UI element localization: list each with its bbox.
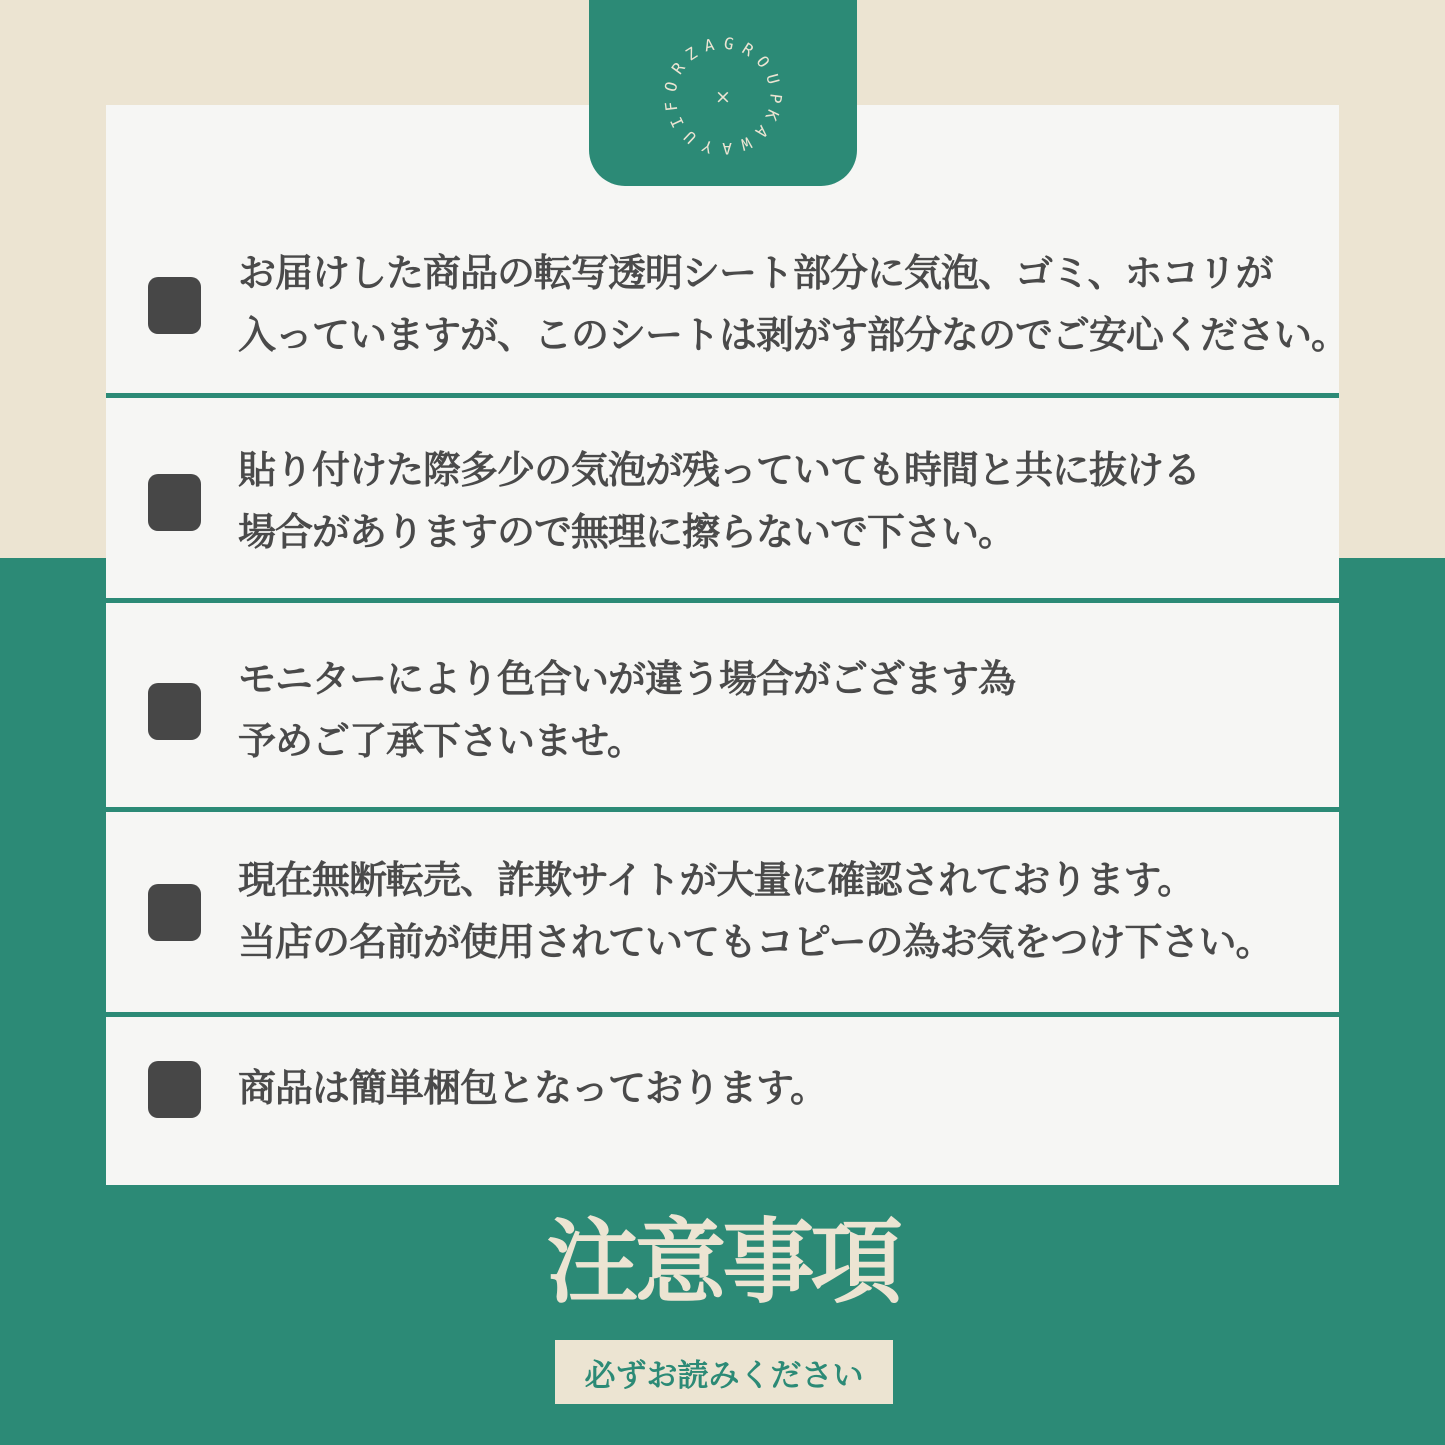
notice-line: 場合がありますので無理に擦らないで下さい。 <box>238 512 1016 554</box>
brand-circular-logo <box>589 0 857 186</box>
notice-line: モニターにより色合いが違う場合がござます為 <box>238 659 1016 701</box>
notice-line: 貼り付けた際多少の気泡が残っていても時間と共に抜ける <box>238 450 1201 492</box>
notice-line: お届けした商品の転写透明シート部分に気泡、ゴミ、ホコリが <box>238 253 1273 295</box>
square-bullet-icon <box>148 884 201 941</box>
notice-line: 商品は簡単梱包となっております。 <box>238 1068 827 1110</box>
brand-x-separator: × <box>715 86 731 108</box>
read-me-label-text: 必ずお読みください <box>584 1357 864 1393</box>
svg-text:KAWAYUI <box>663 107 783 159</box>
brand-name-top: FORZAGROUP <box>660 33 786 113</box>
notice-text <box>238 649 1015 773</box>
brand-name-bottom: KAWAYUI <box>663 106 783 159</box>
notice-line: 入っていますが、このシートは剥がす部分なのでご安心ください。 <box>238 315 1349 357</box>
square-bullet-icon <box>148 1061 201 1118</box>
notice-card <box>106 105 1349 1185</box>
notice-text <box>238 850 1272 974</box>
read-me-label <box>555 1340 893 1404</box>
square-bullet-icon <box>148 277 201 334</box>
square-bullet-icon <box>148 683 201 740</box>
notice-text <box>238 243 1348 367</box>
notice-item-4 <box>106 812 1339 1012</box>
notice-line: 現在無断転売、詐欺サイトが大量に確認されております。 <box>238 860 1195 902</box>
notice-text <box>238 1058 827 1120</box>
square-bullet-icon <box>148 474 201 531</box>
notice-item-5 <box>106 1017 1339 1185</box>
notice-line: 予めご了承下さいませ。 <box>238 721 644 763</box>
notice-item-2 <box>106 398 1339 598</box>
brand-badge <box>589 0 857 186</box>
page-title: 注意事項 <box>546 1212 899 1314</box>
notice-item-3 <box>106 603 1339 807</box>
notice-line: 当店の名前が使用されていてもコピーの為お気をつけ下さい。 <box>238 922 1273 964</box>
notice-text <box>238 440 1200 564</box>
